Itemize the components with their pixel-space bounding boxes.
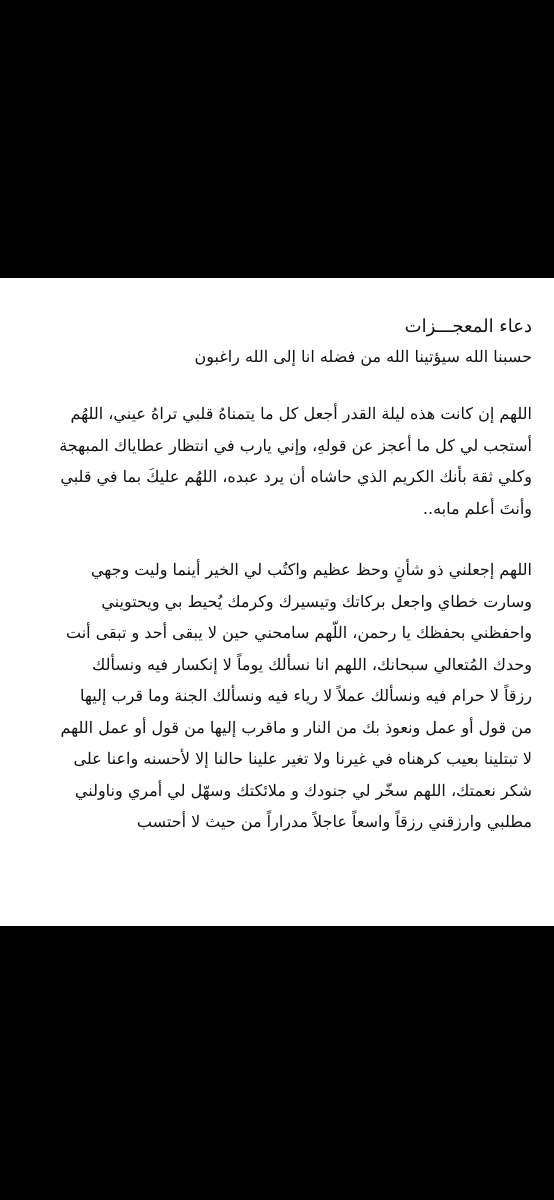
document-subtitle: حسبنا الله سيؤتينا الله من فضله انا إلى الله راغبون <box>194 347 532 366</box>
paragraph-1-line: أستجب لي كل ما أعجز عن قولهِ، وإني يارب في انتظار عطاياك المبهجة <box>59 435 532 455</box>
paragraph-2-line: رزقاً لا حرام فيه ونسألك عملاً لا رياء فيه ونسألك الجنة وما قرب إليها <box>80 686 532 705</box>
paragraph-2-line: لا تبتلينا بعيب كرهناه في غيرنا ولا تغير علينا حالنا إلا لأحسنه واعنا على <box>73 749 532 768</box>
paragraph-1 <box>22 398 532 524</box>
document-title: دعاء المعجـــزات <box>404 316 532 337</box>
paragraph-1-line: وكلي ثقة بأنك الكريم الذي حاشاه أن يرد عبده، اللهُم عليكَ بما في قلبي <box>60 467 532 486</box>
paragraph-spacer <box>22 524 532 554</box>
paragraph-1-line: اللهم إن كانت هذه ليلة القدر أجعل كل ما يتمناهُ قلبي تراهُ عيني، اللهُم <box>70 404 532 423</box>
paragraph-2-line: وحدك المُتعالي سبحانك، اللهم انا نسألك يوماً لا إنكسار فيه ونسألك <box>92 654 532 674</box>
paragraph-2-line: وسارت خطاي واجعل بركاتك وتيسيرك وكرمك يُحيط بي ويحتويني <box>101 591 532 611</box>
paragraph-1-line: وأنتَ أعلم مابه.. <box>422 498 532 518</box>
top-black-area <box>0 0 554 278</box>
paragraph-2 <box>22 554 532 838</box>
paragraph-2-line: من قول أو عمل ونعوذ بك من النار و ماقرب إليها من قول أو عمل اللهم <box>60 717 532 737</box>
document-page <box>0 278 554 926</box>
bottom-black-area <box>0 926 554 1200</box>
paragraph-2-line: شكر نعمتك، اللهم سخّر لي جنودك و ملائكتك وسهّل لي أمري وناولني <box>74 780 532 800</box>
paragraph-2-line: مطلبي وارزقني رزقاً واسعاً عاجلاً مدراراً من حيث لا أحتسب <box>136 812 532 831</box>
paragraph-2-line: واحفظني بحفظك يا رحمن، اللّهم سامحني حين لا يبقى أحد و تبقى أنت <box>66 623 532 642</box>
paragraph-2-line: اللهم إجعلني ذو شأنٍ وحظ عظيم واكتُب لي الخير أينما وليت وجهي <box>90 560 532 579</box>
